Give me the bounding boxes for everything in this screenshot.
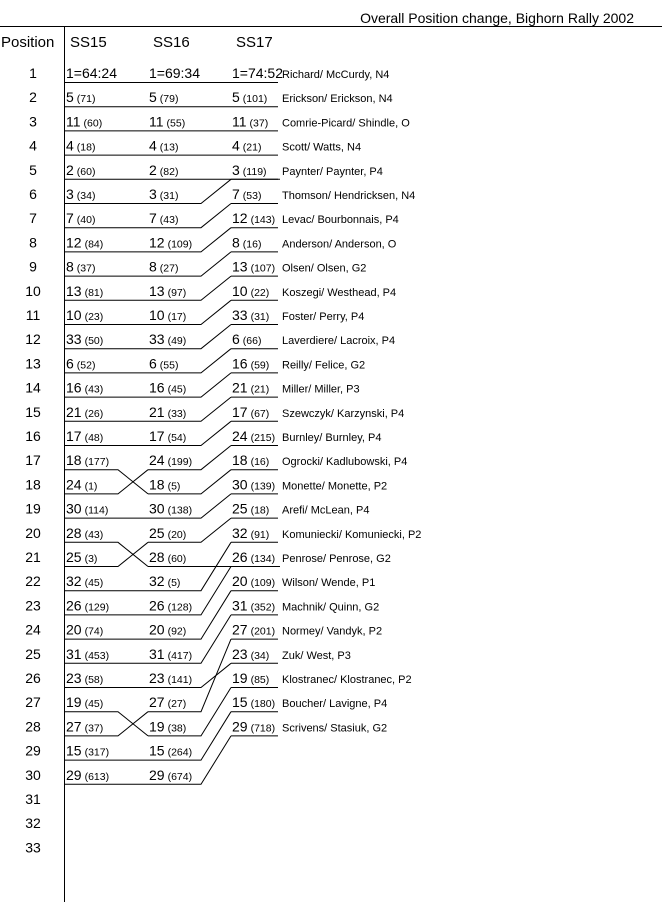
car-number: 25	[66, 549, 82, 565]
time-gap: (58)	[84, 674, 104, 686]
car-number: 26	[149, 597, 165, 614]
car-number: 21	[66, 403, 82, 420]
time-gap: (38)	[167, 722, 187, 735]
crew-name: Erickson/ Erickson, N4	[282, 93, 393, 106]
time-gap: (97)	[167, 286, 187, 299]
car-number: 12	[66, 234, 82, 251]
position-number: 10	[25, 282, 41, 299]
car-number: 24	[66, 476, 82, 493]
car-number: 30	[232, 476, 248, 493]
time-gap: (85)	[250, 674, 270, 686]
time-gap: (79)	[159, 93, 179, 106]
car-number: 1	[232, 65, 240, 81]
car-number: 4	[232, 137, 240, 154]
car-number: 1	[66, 65, 74, 81]
car-number: 18	[66, 452, 82, 469]
car-number: 5	[149, 89, 157, 106]
car-number: 27	[232, 621, 248, 638]
time-gap: (5)	[167, 480, 181, 493]
time-gap: (27)	[159, 262, 179, 275]
car-number: 10	[232, 282, 248, 299]
car-number: 11	[232, 113, 247, 130]
chart-title: Overall Position change, Bighorn Rally 2002	[360, 10, 634, 26]
crew-name: Monette/ Monette, P2	[282, 480, 388, 493]
car-number: 21	[232, 379, 248, 396]
position-number: 8	[29, 234, 37, 251]
car-number: 19	[232, 670, 248, 686]
time-gap: (141)	[167, 674, 193, 686]
car-number: 11	[66, 113, 81, 130]
time-gap: (45)	[167, 383, 187, 396]
position-number: 11	[25, 307, 41, 323]
time-gap: (34)	[250, 649, 270, 662]
time-gap: (82)	[159, 165, 179, 178]
position-number: 6	[29, 186, 37, 202]
car-number: 15	[66, 742, 82, 759]
car-number: 17	[66, 428, 82, 444]
crew-name: Miller/ Miller, P3	[282, 383, 360, 396]
time-gap: (34)	[76, 190, 96, 202]
car-number: 32	[232, 524, 248, 541]
time-gap: (49)	[167, 335, 187, 348]
crew-name: Zuk/ West, P3	[282, 649, 351, 662]
time-gap: (71)	[76, 93, 96, 106]
car-number: 29	[232, 718, 248, 735]
car-number: 5	[232, 89, 240, 106]
time-gap: (60)	[76, 165, 96, 178]
car-number: 7	[149, 210, 157, 227]
position-number: 23	[25, 597, 41, 614]
car-number: 12	[232, 210, 248, 227]
position-number: 19	[25, 500, 41, 517]
car-number: 11	[149, 113, 164, 130]
time-gap: (54)	[167, 432, 187, 444]
car-number: 31	[149, 645, 165, 662]
time-gap: (22)	[250, 286, 270, 299]
position-number: 22	[25, 573, 41, 590]
time-gap: (53)	[242, 190, 262, 202]
time-gap: (31)	[159, 190, 179, 202]
crew-name: Normey/ Vandyk, P2	[282, 625, 383, 638]
time-gap: (48)	[84, 432, 104, 444]
car-number: 1	[149, 65, 157, 81]
position-number: 14	[25, 379, 41, 396]
position-number: 26	[25, 670, 41, 686]
car-number: 15	[232, 694, 248, 711]
car-number: 10	[149, 307, 165, 323]
crew-name: Burnley/ Burnley, P4	[282, 432, 382, 444]
position-number: 4	[29, 137, 37, 154]
car-number: 28	[66, 524, 82, 541]
car-number: 27	[66, 718, 82, 735]
time-gap: (50)	[84, 335, 104, 348]
time-gap: =64:24	[73, 65, 118, 81]
time-gap: (37)	[84, 722, 104, 735]
time-gap: (107)	[250, 262, 276, 275]
car-number: 30	[66, 500, 82, 517]
time-gap: (31)	[250, 311, 270, 323]
car-number: 19	[149, 718, 165, 735]
position-header: Position	[1, 34, 55, 51]
car-number: 16	[232, 355, 248, 372]
position-number: 5	[29, 161, 37, 178]
car-number: 6	[232, 331, 240, 348]
time-gap: (13)	[159, 141, 179, 154]
crew-name: Koszegi/ Westhead, P4	[282, 286, 397, 299]
car-number: 31	[66, 645, 82, 662]
car-number: 23	[149, 670, 165, 686]
car-number: 13	[232, 258, 248, 275]
car-number: 28	[149, 549, 165, 565]
time-gap: (317)	[84, 746, 110, 759]
car-number: 3	[149, 186, 157, 202]
time-gap: (101)	[242, 93, 268, 106]
car-number: 20	[232, 573, 248, 590]
car-number: 8	[232, 234, 240, 251]
position-number: 15	[25, 403, 41, 420]
time-gap: (128)	[167, 601, 193, 614]
crew-name: Machnik/ Quinn, G2	[282, 601, 380, 614]
time-gap: (84)	[84, 238, 104, 251]
time-gap: (180)	[250, 698, 276, 711]
time-gap: (20)	[167, 528, 187, 541]
crew-name: Foster/ Perry, P4	[282, 311, 365, 323]
car-number: 2	[66, 161, 74, 178]
car-number: 23	[66, 670, 82, 686]
crew-name: Scrivens/ Stasiuk, G2	[282, 722, 388, 735]
time-gap: (1)	[84, 480, 98, 493]
time-gap: (139)	[250, 480, 276, 493]
time-gap: (264)	[167, 746, 193, 759]
car-number: 20	[66, 621, 82, 638]
time-gap: (67)	[250, 407, 270, 420]
car-number: 5	[66, 89, 74, 106]
position-number: 18	[25, 476, 41, 493]
time-gap: (16)	[250, 456, 270, 469]
time-gap: =69:34	[156, 65, 201, 81]
time-gap: (52)	[76, 359, 96, 372]
position-number: 9	[29, 258, 37, 275]
time-gap: (26)	[84, 407, 104, 420]
car-number: 30	[149, 500, 165, 517]
time-gap: (17)	[167, 311, 187, 323]
position-number: 29	[25, 742, 41, 759]
car-number: 29	[66, 766, 82, 783]
time-gap: (66)	[242, 335, 262, 348]
time-gap: (23)	[84, 311, 104, 323]
time-gap: (16)	[242, 238, 262, 251]
car-number: 25	[149, 524, 165, 541]
car-number: 4	[66, 137, 74, 154]
crew-name: Boucher/ Lavigne, P4	[282, 698, 388, 711]
position-number: 25	[25, 645, 41, 662]
time-gap: (201)	[250, 625, 276, 638]
time-gap: (3)	[84, 553, 98, 565]
time-gap: (43)	[84, 383, 104, 396]
time-gap: (177)	[84, 456, 110, 469]
car-number: 33	[232, 307, 248, 323]
time-gap: (91)	[250, 528, 270, 541]
time-gap: (453)	[84, 649, 110, 662]
position-number: 12	[25, 331, 41, 348]
crew-name: Reilly/ Felice, G2	[282, 359, 366, 372]
time-gap: (45)	[84, 577, 104, 590]
position-number: 32	[25, 815, 41, 832]
time-gap: (417)	[167, 649, 193, 662]
time-gap: (199)	[167, 456, 193, 469]
car-number: 6	[66, 355, 74, 372]
position-numbers	[25, 65, 41, 855]
time-gap: (40)	[76, 214, 96, 227]
time-gap: (18)	[250, 504, 270, 517]
time-gap: (119)	[242, 165, 267, 178]
crew-name: Olsen/ Olsen, G2	[282, 262, 367, 275]
car-number: 15	[149, 742, 165, 759]
position-number: 16	[25, 428, 41, 444]
time-gap: (60)	[83, 117, 103, 130]
car-number: 10	[66, 307, 82, 323]
car-number: 8	[66, 258, 74, 275]
time-gap: (74)	[84, 625, 104, 638]
time-gap: (109)	[167, 238, 193, 251]
car-number: 16	[66, 379, 82, 396]
car-number: 20	[149, 621, 165, 638]
car-number: 21	[149, 403, 165, 420]
time-gap: (21)	[250, 383, 270, 396]
crew-name: Comrie-Picard/ Shindle, O	[282, 117, 410, 130]
time-gap: (92)	[167, 625, 187, 638]
car-number: 17	[232, 403, 248, 420]
time-gap: (143)	[250, 214, 276, 227]
crew-name: Wilson/ Wende, P1	[282, 577, 376, 590]
car-number: 13	[149, 282, 165, 299]
crew-name: Ogrocki/ Kadlubowski, P4	[282, 456, 408, 469]
time-gap: (59)	[250, 359, 270, 372]
stage-entries	[66, 65, 421, 783]
car-number: 33	[149, 331, 165, 348]
time-gap: (18)	[76, 141, 96, 154]
car-number: 19	[66, 694, 82, 711]
crew-name: Komuniecki/ Komuniecki, P2	[282, 528, 422, 541]
time-gap: (215)	[250, 432, 276, 444]
car-number: 32	[149, 573, 165, 590]
car-number: 7	[232, 186, 240, 202]
car-number: 3	[232, 161, 240, 178]
time-gap: (114)	[84, 504, 109, 517]
position-number: 24	[25, 621, 41, 638]
car-number: 6	[149, 355, 157, 372]
crew-name: Paynter/ Paynter, P4	[282, 165, 383, 178]
crew-name: Richard/ McCurdy, N4	[282, 69, 390, 81]
position-number: 20	[25, 524, 41, 541]
stage-header-ss15: SS15	[70, 34, 107, 51]
car-number: 24	[149, 452, 165, 469]
time-gap: (37)	[249, 117, 269, 130]
time-gap: (55)	[159, 359, 179, 372]
position-number: 33	[25, 839, 41, 856]
position-number: 3	[29, 113, 37, 130]
time-gap: (37)	[76, 262, 96, 275]
car-number: 25	[232, 500, 248, 517]
position-number: 28	[25, 718, 41, 735]
time-gap: =74:52	[239, 65, 284, 81]
position-number: 13	[25, 355, 41, 372]
car-number: 18	[149, 476, 165, 493]
position-number: 30	[25, 766, 41, 783]
crew-name: Scott/ Watts, N4	[282, 141, 362, 154]
car-number: 12	[149, 234, 165, 251]
crew-name: Arefi/ McLean, P4	[282, 504, 370, 517]
car-number: 32	[66, 573, 82, 590]
time-gap: (33)	[167, 407, 187, 420]
crew-name: Szewczyk/ Karzynski, P4	[282, 407, 405, 420]
car-number: 13	[66, 282, 82, 299]
car-number: 24	[232, 428, 248, 444]
time-gap: (45)	[84, 698, 104, 711]
crew-name: Thomson/ Hendricksen, N4	[282, 190, 416, 202]
time-gap: (613)	[84, 770, 110, 783]
time-gap: (81)	[84, 286, 104, 299]
time-gap: (43)	[84, 528, 104, 541]
car-number: 31	[232, 597, 248, 614]
time-gap: (5)	[167, 577, 181, 590]
time-gap: (21)	[242, 141, 262, 154]
car-number: 18	[232, 452, 248, 469]
crew-name: Levac/ Bourbonnais, P4	[282, 214, 399, 227]
crew-name: Klostranec/ Klostranec, P2	[282, 674, 412, 686]
stage-header-ss16: SS16	[153, 34, 190, 51]
car-number: 29	[149, 766, 165, 783]
car-number: 26	[66, 597, 82, 614]
time-gap: (134)	[250, 553, 276, 565]
car-number: 7	[66, 210, 74, 227]
car-number: 4	[149, 137, 157, 154]
stage-header-ss17: SS17	[236, 34, 273, 51]
time-gap: (674)	[167, 770, 193, 783]
car-number: 17	[149, 428, 165, 444]
time-gap: (43)	[159, 214, 179, 227]
time-gap: (129)	[84, 601, 110, 614]
car-number: 2	[149, 161, 157, 178]
position-number: 21	[25, 549, 41, 565]
crew-name: Anderson/ Anderson, O	[282, 238, 397, 251]
car-number: 26	[232, 549, 248, 565]
time-gap: (352)	[250, 601, 276, 614]
position-number: 27	[25, 694, 41, 711]
car-number: 27	[149, 694, 165, 711]
position-number: 17	[25, 452, 41, 469]
car-number: 3	[66, 186, 74, 202]
position-number: 7	[29, 210, 37, 227]
position-number: 31	[25, 791, 41, 807]
time-gap: (109)	[250, 577, 276, 590]
crew-name: Laverdiere/ Lacroix, P4	[282, 335, 396, 348]
car-number: 16	[149, 379, 165, 396]
car-number: 23	[232, 645, 248, 662]
car-number: 8	[149, 258, 157, 275]
position-number: 2	[29, 89, 37, 106]
crew-name: Penrose/ Penrose, G2	[282, 553, 391, 565]
time-gap: (718)	[250, 722, 276, 735]
time-gap: (60)	[167, 553, 187, 565]
car-number: 33	[66, 331, 82, 348]
position-number: 1	[29, 65, 37, 81]
time-gap: (138)	[167, 504, 193, 517]
time-gap: (27)	[167, 698, 187, 711]
time-gap: (55)	[166, 117, 186, 130]
